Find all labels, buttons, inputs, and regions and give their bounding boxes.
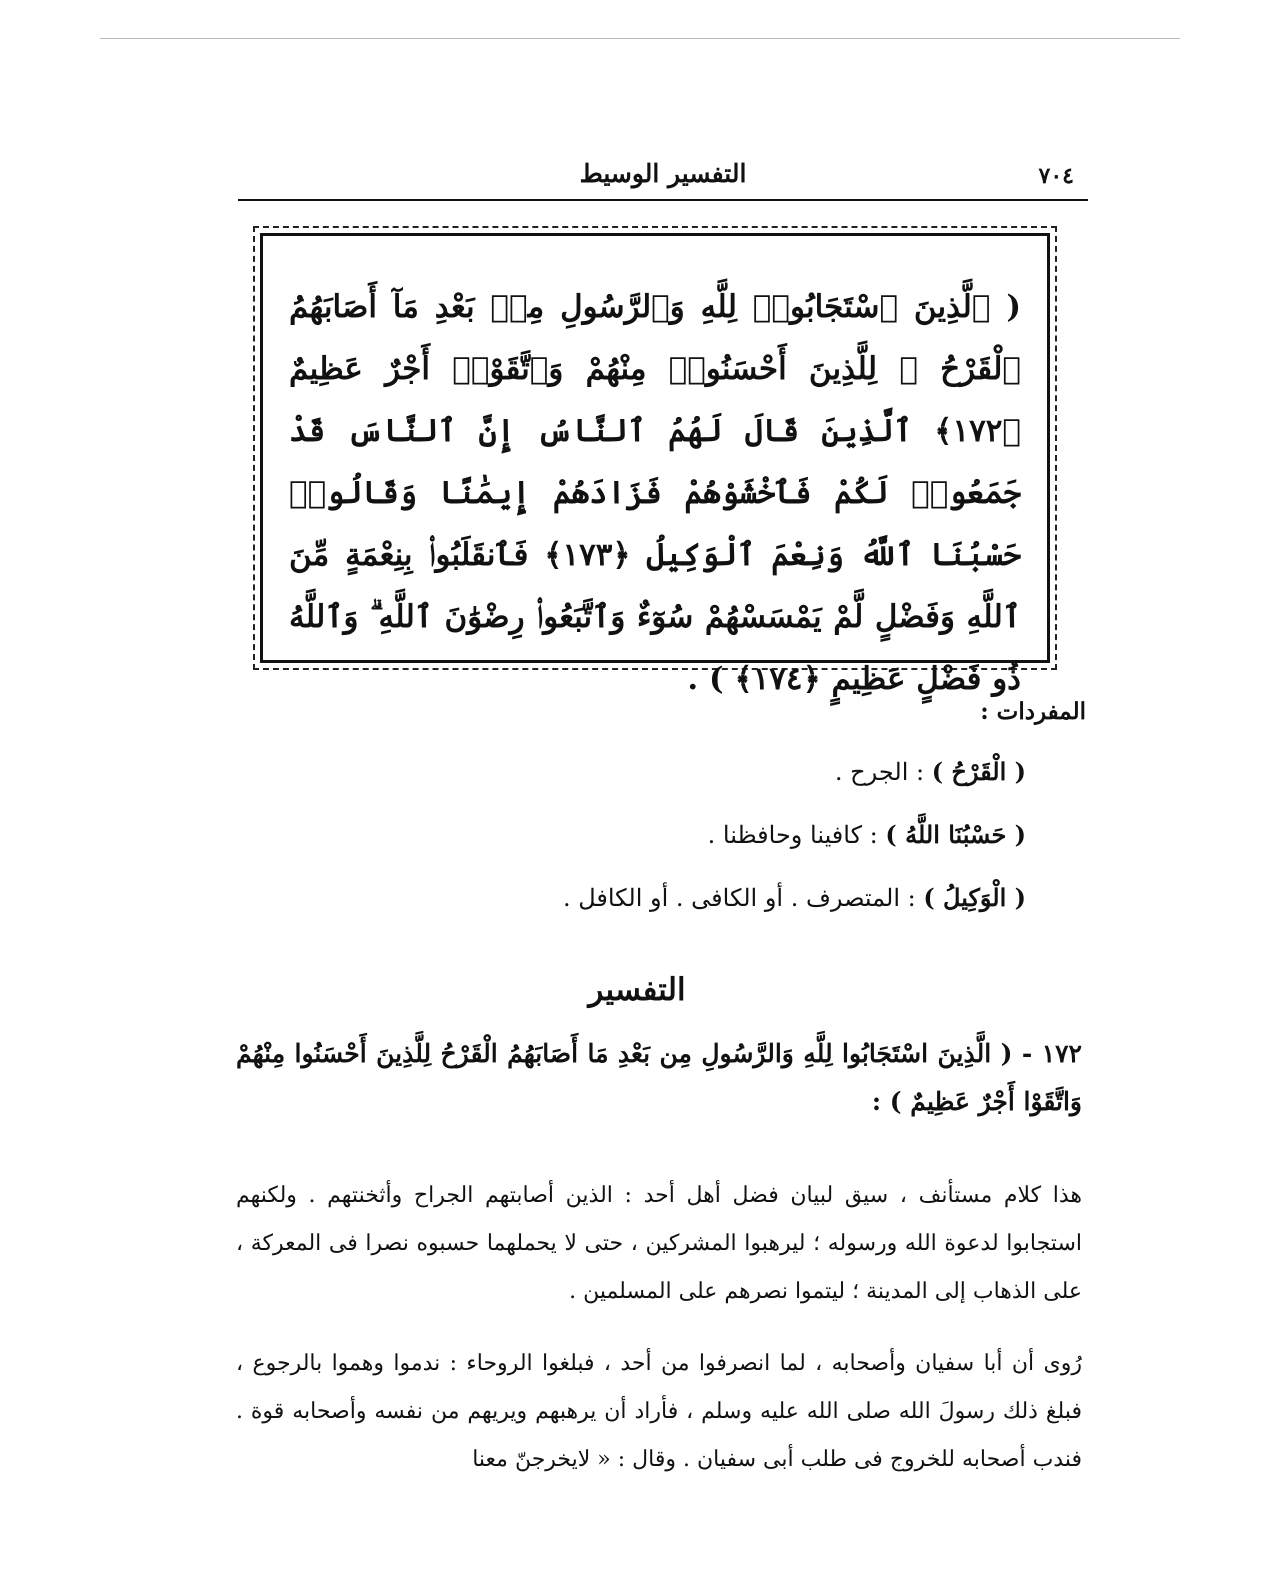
- page-number: ٧٠٤: [1038, 163, 1074, 189]
- vocabulary-term: ( حَسْبُنَا اللَّهُ ): [885, 820, 1026, 849]
- tafsir-paragraph-1: هذا كلام مستأنف ، سيق لبيان فضل أهل أحد : الذين أصابتهم الجراح وأثخنتهم . ولكنهم استجابوا لدعوة الله ورسوله ؛ ليرهبوا المشركين ، حتى لا يحملهما حسبوه نصرا فى المعركة ، على الذهاب إلى المدينة ؛ ليتموا نصرهم على المسلمين .: [236, 1183, 1082, 1304]
- quran-verse-text: ( ٱلَّذِينَ ٱسْتَجَابُوا۟ لِلَّهِ وَٱلرَّسُولِ مِنۢ بَعْدِ مَآ أَصَابَهُمُ ٱلْقَرْحُ ۚ لِلَّذِينَ أَحْسَنُوا۟ مِنْهُمْ وَٱتَّقَوْا۟ أَجْرٌ عَظِيمٌ ﴿١٧٢﴾ ٱلَّذِينَ قَالَ لَهُمُ ٱلنَّاسُ إِنَّ ٱلنَّاسَ قَدْ جَمَعُوا۟ لَكُمْ فَٱخْشَوْهُمْ فَزَادَهُمْ إِيمَٰنًا وَقَالُوا۟ حَسْبُنَا ٱللَّهُ وَنِعْمَ ٱلْوَكِيلُ ﴿١٧٣﴾ فَٱنقَلَبُوا۟ بِنِعْمَةٍ مِّنَ ٱللَّهِ وَفَضْلٍ لَّمْ يَمْسَسْهُمْ سُوٓءٌ وَٱتَّبَعُوا۟ رِضْوَٰنَ ٱللَّهِ ۗ وَٱللَّهُ ذُو فَضْلٍ عَظِيمٍ ﴿١٧٤﴾ ) .: [289, 289, 1021, 697]
- running-title: التفسير الوسيط: [579, 159, 747, 188]
- scan-edge-line: [100, 38, 1180, 39]
- verse-frame: [260, 233, 1050, 697]
- page-header: [238, 155, 1088, 201]
- vocabulary-meaning: : الجرح .: [834, 758, 932, 786]
- vocabulary-meaning: : كافينا وحافظنا .: [707, 821, 886, 849]
- vocabulary-item: [326, 874, 1026, 937]
- vocabulary-item: [326, 748, 1026, 811]
- vocabulary-term: ( الْقَرْحُ ): [931, 757, 1026, 786]
- tafsir-verse-heading: ١٧٢ - ( الَّذِينَ اسْتَجَابُوا لِلَّهِ وَالرَّسُولِ مِن بَعْدِ مَا أَصَابَهُمُ الْقَرْحُ لِلَّذِينَ أَحْسَنُوا مِنْهُمْ وَاتَّقَوْا أَجْرٌ عَظِيمٌ ) :: [236, 1039, 1082, 1116]
- vocabulary-item: [326, 811, 1026, 874]
- header-rule: [238, 199, 1088, 201]
- tafsir-paragraph-2: رُوى أن أبا سفيان وأصحابه ، لما انصرفوا من أحد ، فبلغوا الروحاء : ندموا وهموا بالرجوع ، فبلغ ذلك رسولَ الله صلى الله عليه وسلم ، فأراد أن يرهبهم ويريهم من نفسه وأصحابه قوة . فندب أصحابه للخروج فى طلب أبى سفيان . وقال : « لايخرجنّ معنا: [236, 1351, 1082, 1472]
- vocabulary-meaning: : المتصرف . أو الكافى . أو الكافل .: [562, 884, 924, 912]
- vocabulary-term: ( الْوَكِيلُ ): [923, 883, 1026, 912]
- vocabulary-list: [326, 748, 1026, 937]
- tafsir-heading: التفسير: [588, 972, 686, 1008]
- vocabulary-heading: المفردات :: [980, 698, 1086, 725]
